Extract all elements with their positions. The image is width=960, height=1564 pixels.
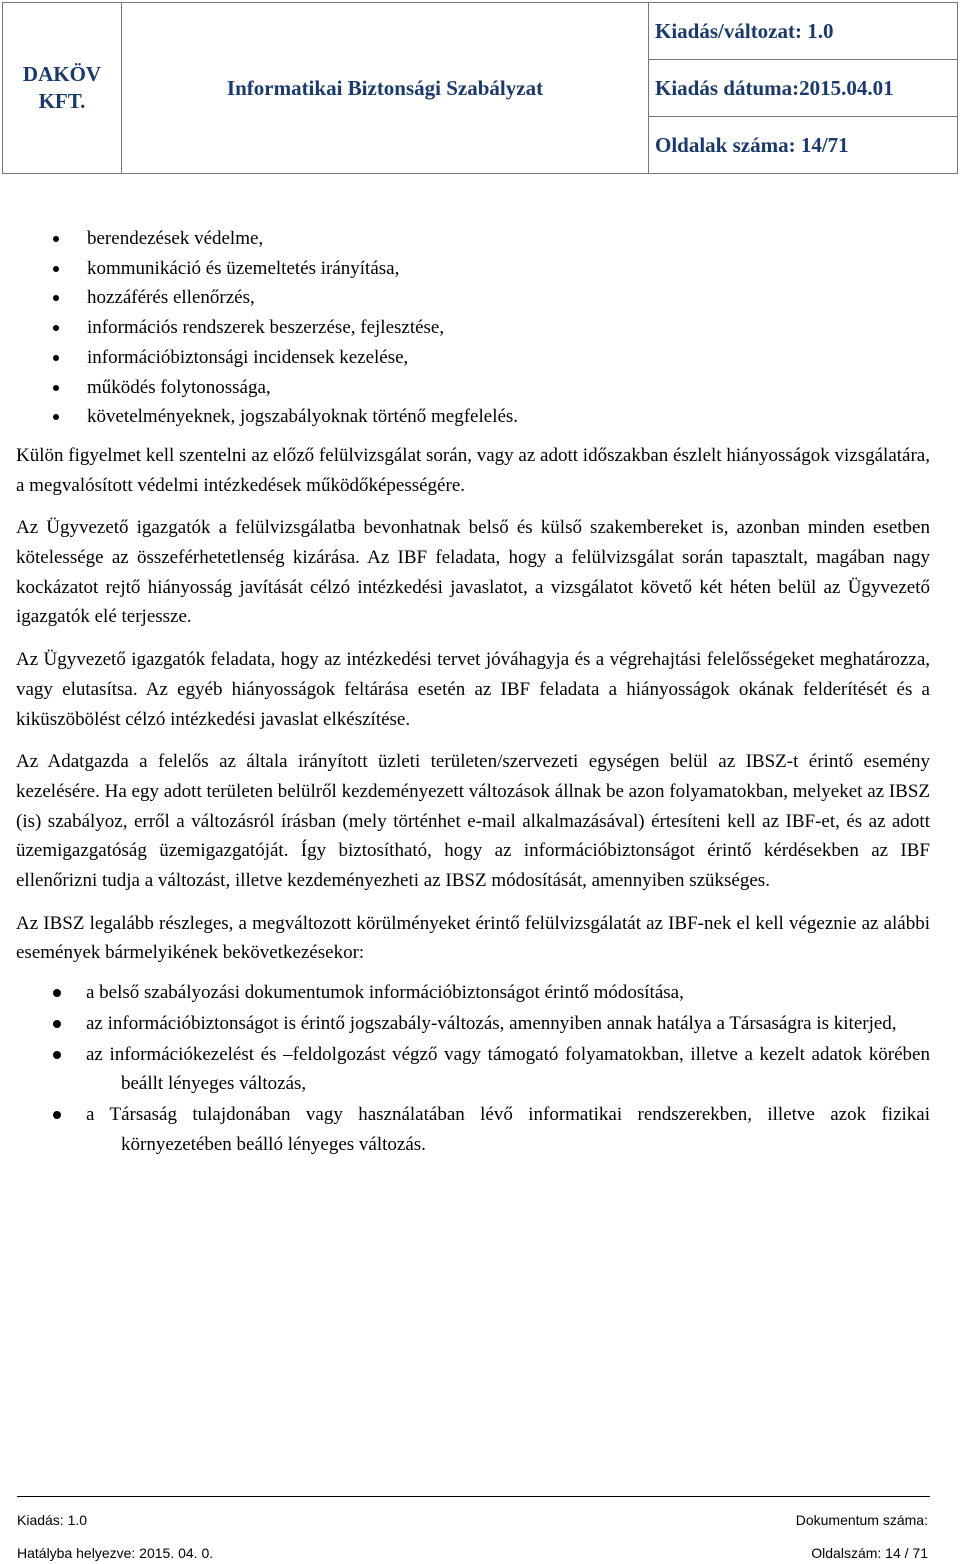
paragraph: Külön figyelmet kell szentelni az előző felülvizsgálat során, vagy az adott időszakban észlelt hiányosságok vizsgálatára, a megvalósított védelmi intézkedések működőképességére. xyxy=(16,444,930,496)
bullet-icon xyxy=(53,266,59,272)
bullet-icon xyxy=(53,295,59,301)
company-name-line1: DAKÖV xyxy=(22,62,102,86)
bullet-icon xyxy=(53,236,59,242)
footer-page-number: Oldalszám: 14 / 71 xyxy=(811,1545,928,1561)
topic-list xyxy=(16,224,930,432)
footer-divider xyxy=(17,1496,930,1497)
paragraph: Az Ügyvezető igazgatók a felülvizsgálatba bevonhatnak belső és külső szakembereket is, azonban minden esetben kötelessége az összeférhetetlenség kizárása. Az IBF feladata, hogy a felülvizsgálat során tapasztalt, magában nagy kockázatot rejtő hiányosság javítását célzó intézkedési javaslatot, a vizsgálatot követő két héten belül az Ügyvezető igazgatók elé terjessze. xyxy=(16,517,930,628)
list-item: működés folytonossága, xyxy=(16,373,930,403)
paragraph: Az IBSZ legalább részleges, a megváltozott körülményeket érintő felülvizsgálatát az IBF-nek el kell végeznie az alábbi események bármelyikének bekövetkezésekor: xyxy=(16,912,930,964)
footer-effective-date: Hatályba helyezve: 2015. 04. 0. xyxy=(17,1545,214,1561)
list-item: követelményeknek, jogszabályoknak történő megfelelés. xyxy=(16,402,930,432)
list-item: a Társaság tulajdonában vagy használatában lévő informatikai rendszerekben, illetve azok fizikai környezetében beálló lényeges változás. xyxy=(16,1100,930,1159)
list-item: a belső szabályozási dokumentumok információbiztonságot érintő módosítása, xyxy=(16,978,930,1008)
footer-document-number: Dokumentum száma: xyxy=(795,1512,928,1528)
list-item: az információkezelést és –feldolgozást végző vagy támogató folyamatokban, illetve a kezelt adatok körében beállt lényeges változás, xyxy=(16,1040,930,1099)
list-item: kommunikáció és üzemeltetés irányítása, xyxy=(16,254,930,284)
list-item: az információbiztonságot is érintő jogszabály-változás, amennyiben annak hatálya a Társaságra is kiterjed, xyxy=(16,1009,930,1039)
bullet-icon xyxy=(53,385,59,391)
list-item: berendezések védelme, xyxy=(16,224,930,254)
bullet-icon xyxy=(53,355,59,361)
list-item: információbiztonsági incidensek kezelése, xyxy=(16,343,930,373)
list-item: hozzáférés ellenőrzés, xyxy=(16,283,930,313)
bullet-icon xyxy=(53,989,61,997)
paragraph: Az Adatgazda a felelős az általa irányított üzleti területen/szervezeti egységen belül az IBSZ-t érintő esemény kezelésére. Ha egy adott területen belülről kezdeményezett változások állnak be azon folyamatokban, melyeket az IBSZ (is) szabályoz, erről a változásról írásban (mely történhet e-mail alkalmazásával) értesíteni kell az IBF-et, és az adott üzemigazgatóság üzemigazgatóját. Így biztosítható, hogy az információbiztonságot érintő kérdésekben az IBF ellenőrizni tudja a változást, illetve kezdeményezheti az IBSZ módosítását, amennyiben szükséges. xyxy=(16,751,930,892)
issue-date-cell: Kiadás dátuma:2015.04.01 xyxy=(649,60,958,117)
document-header xyxy=(2,2,958,174)
bullet-icon xyxy=(53,1111,61,1119)
list-item: információs rendszerek beszerzése, fejlesztése, xyxy=(16,313,930,343)
paragraph: Az Ügyvezető igazgatók feladata, hogy az intézkedési tervet jóváhagyja és a végrehajtási felelősségeket meghatározza, vagy elutasítsa. Az egyéb hiányosságok feltárása esetén az IBF feladata a hiányosságok okának felderítését és a kiküszöbölést célzó intézkedési javaslat elkészítése. xyxy=(16,649,930,730)
bullet-icon xyxy=(53,1020,61,1028)
company-name-line2: KFT. xyxy=(38,89,86,113)
bullet-icon xyxy=(53,325,59,331)
document-title: Informatikai Biztonsági Szabályzat xyxy=(122,3,649,174)
page-count-cell: Oldalak száma: 14/71 xyxy=(649,117,958,174)
footer-version: Kiadás: 1.0 xyxy=(17,1512,88,1528)
bullet-icon xyxy=(53,414,59,420)
version-cell: Kiadás/változat: 1.0 xyxy=(649,3,958,60)
page-body xyxy=(16,224,930,1160)
event-list xyxy=(16,978,930,1159)
bullet-icon xyxy=(53,1051,61,1059)
company-name xyxy=(3,3,122,174)
